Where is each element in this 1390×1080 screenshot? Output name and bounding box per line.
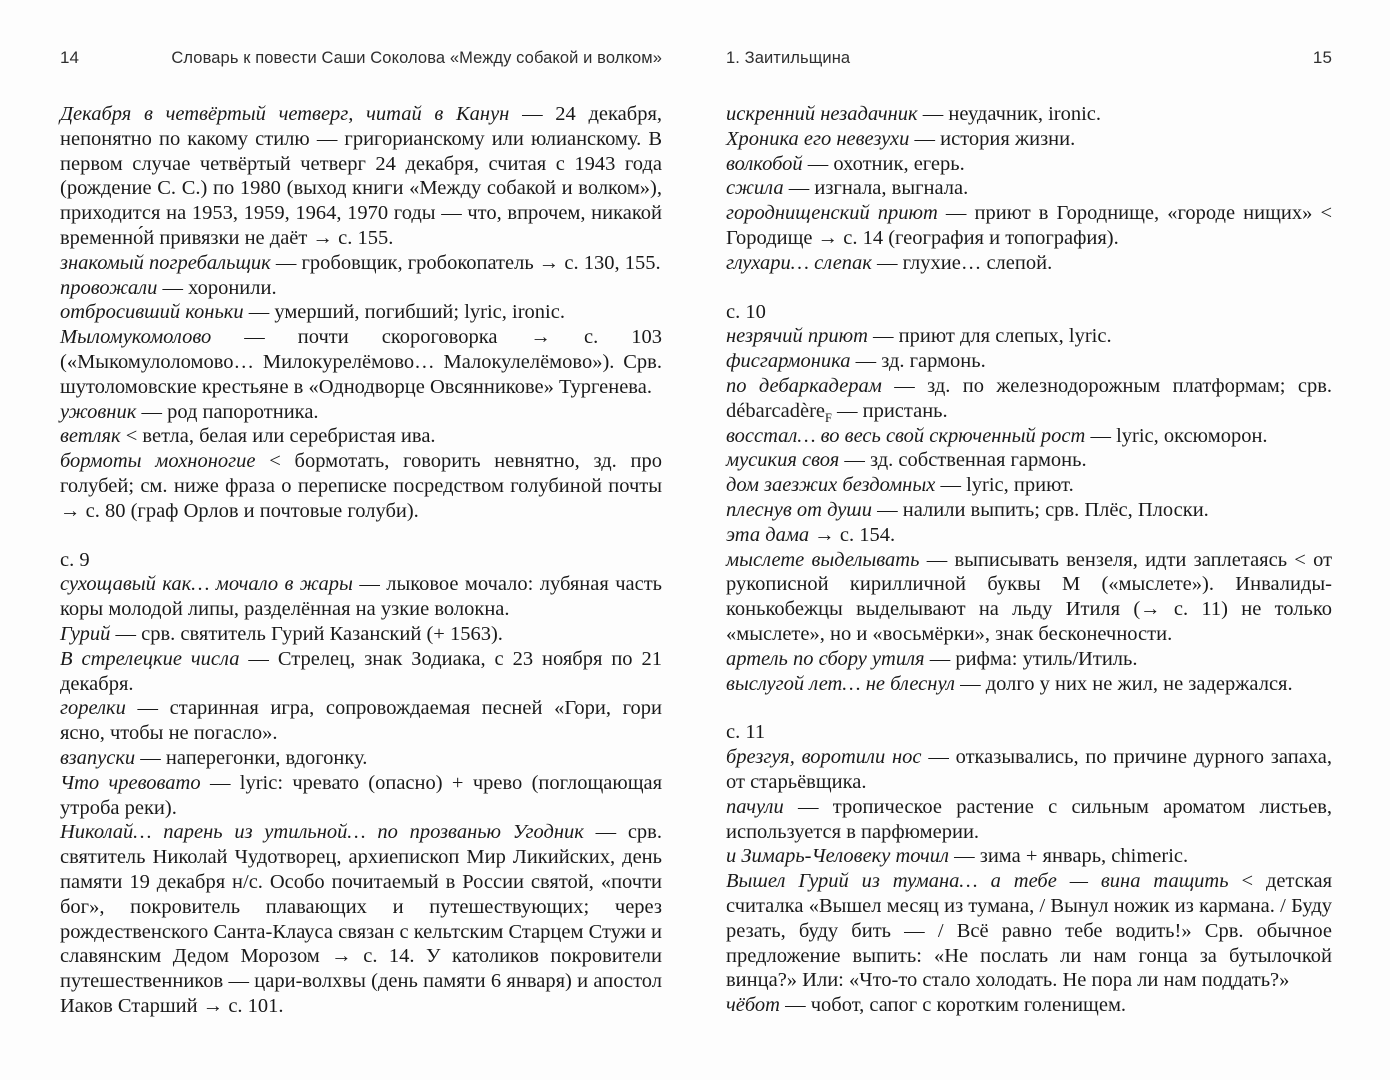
- entry-definition: — тропическое растение с сильным ароматом листьев, используется в парфюмерии.: [726, 795, 1333, 843]
- dictionary-entry: [726, 548, 1332, 647]
- entry-headword: чёбот: [726, 994, 780, 1017]
- entry-definition: — зима + январь, chimeric.: [954, 845, 1189, 868]
- entry-headword: ветляк: [60, 425, 121, 448]
- entry-definition: — хоронили.: [162, 276, 277, 299]
- entry-headword: провожали: [60, 276, 158, 299]
- dictionary-entry: [60, 572, 662, 622]
- dictionary-entry: [726, 374, 1332, 424]
- section-page-ref: с. 10: [726, 300, 766, 323]
- dictionary-entry: [726, 324, 1332, 349]
- entry-definition: — рифма: утиль/Итиль.: [929, 647, 1138, 670]
- entry-headword: Вышел Гурий из тумана… а тебе — вина тащить: [726, 870, 1229, 893]
- dictionary-entry: [726, 523, 1332, 548]
- dictionary-entry: [60, 647, 662, 697]
- running-header-right: [726, 48, 1332, 68]
- entry-headword: плеснув от души: [726, 498, 873, 521]
- entry-headword: по дебаркадерам: [726, 374, 882, 397]
- subscript-language-mark: F: [825, 410, 832, 425]
- running-title-left: Словарь к повести Саши Соколова «Между собакой и волком»: [171, 49, 662, 67]
- entry-definition: — отказывались, по причине дурного запаха, от старьёвщика.: [726, 746, 1332, 793]
- entry-definition: → с. 154.: [814, 523, 896, 546]
- dictionary-entry: [726, 251, 1332, 276]
- entry-definition: — наперегонки, вдогонку.: [140, 746, 368, 769]
- entry-definition: — почти скороговорка → с. 103 («Мыкомулоломово… Милокурелёмово… Малокулелёмово»). Срв. шутоломовские крестьяне в «Однодворце Овсянникове» Тургенева.: [60, 326, 662, 398]
- entry-definition: — lyric, оксюморон.: [1090, 424, 1268, 447]
- dictionary-entry: [726, 993, 1332, 1018]
- dictionary-entry: [60, 276, 662, 301]
- dictionary-entry: [60, 424, 662, 449]
- entry-definition: — 24 декабря, непонятно по какому стилю — григорианскому или юлианскому. В первом случае четвёртый четверг 24 декабря, считая с 1943 года (рождение С. С.) по 1980 (выход книги «Между собакой и волком»), приходится на 1953, 1959, 1964, 1970 годы — что, впрочем, никакой временно́й привязки не даёт → с. 155.: [60, 103, 663, 249]
- dictionary-entry: [60, 820, 662, 1018]
- entries-left: [60, 102, 662, 1019]
- dictionary-entry: [726, 448, 1332, 473]
- entry-headword: волкобой: [726, 152, 803, 175]
- dictionary-entry: [60, 300, 662, 325]
- entry-headword: эта дама: [726, 523, 810, 546]
- entry-headword: ужовник: [60, 400, 137, 423]
- entry-headword: Мыломукомолово: [60, 326, 212, 349]
- entry-definition: — изгнала, выгнала.: [788, 177, 969, 200]
- dictionary-entry: [726, 127, 1332, 152]
- dictionary-entry: [726, 473, 1332, 498]
- running-title-right: 1. Заитильщина: [726, 49, 851, 67]
- dictionary-entry: [726, 424, 1332, 449]
- entry-headword: мусикия своя: [726, 449, 840, 472]
- entry-definition: — lyric: чревато (опасно) + чрево (поглощающая утроба реки).: [60, 771, 663, 819]
- entry-headword: выслугой лет… не блеснул: [726, 672, 955, 695]
- dictionary-entry: [60, 696, 662, 746]
- dictionary-entry: [726, 745, 1332, 795]
- dictionary-entry: [60, 746, 662, 771]
- entry-definition: — неудачник, ironic.: [922, 103, 1102, 125]
- dictionary-entry: [60, 771, 662, 821]
- entry-headword: и Зимарь-Человеку точил: [726, 845, 949, 868]
- entry-definition: — налили выпить; срв. Плёс, Плоски.: [877, 498, 1209, 521]
- entry-definition: — Стрелец, знак Зодиака, с 23 ноября по 21 декабря.: [60, 647, 662, 695]
- entry-headword: взапуски: [60, 746, 136, 769]
- running-header-left: [60, 48, 662, 68]
- page-left: [60, 48, 662, 1019]
- dictionary-entry: [60, 622, 662, 647]
- entry-headword: бормоты мохноногие: [60, 450, 256, 473]
- entry-headword: Декабря в четвёртый четверг, читай в Канун: [60, 103, 510, 125]
- entry-definition: < детская считалка «Вышел месяц из тумана, / Вынул ножик из кармана. / Буду резать, буду бить — / Всё равно тебе водить!» Срв. обычное предложение выпить: «Не послать ли нам гонца за бутылочкой винца?» Или: «Что-то стало холодать. Не пора ли нам поддать?»: [726, 870, 1333, 992]
- entry-headword: Хроника его невезухи: [726, 127, 910, 150]
- dictionary-entry: [726, 176, 1332, 201]
- entry-definition: — род папоротника.: [141, 400, 319, 423]
- entry-definition: — приют в Городнище, «городе нищих» < Городище → с. 14 (география и топография).: [726, 202, 1333, 249]
- entry-headword: брезгуя, воротили нос: [726, 746, 922, 769]
- entry-definition: — lyric, приют.: [940, 474, 1074, 497]
- entry-definition: — старинная игра, сопровождаемая песней «Гори, гори ясно, чтобы не погасло».: [60, 697, 663, 745]
- dictionary-entry: [726, 201, 1332, 251]
- entry-headword: незрячий приют: [726, 325, 868, 348]
- entry-definition: — глухие… слепой.: [877, 251, 1053, 274]
- entry-headword: восстал… во весь свой скрюченный рост: [726, 424, 1086, 447]
- entry-headword: горелки: [60, 697, 126, 720]
- page-right: [726, 48, 1332, 1018]
- dictionary-entry: [726, 869, 1332, 993]
- entry-definition: — срв. святитель Николай Чудотворец, архиепископ Мир Ликийских, день памяти 19 декабря н/с. Особо почитаемый в России святой, «почти бог», покровитель плавающих и путешествующих; через рождественского Санта-Клауса связан с кельтским Старцем Стужи и славянским Дедом Морозом → с. 14. У католиков покровители путешественников — цари-волхвы (день памяти 6 января) и апостол Иаков Старший → с. 101.: [60, 821, 662, 1017]
- entry-definition: — история жизни.: [914, 127, 1076, 150]
- dictionary-entry: [726, 152, 1332, 177]
- dictionary-entry: [60, 325, 662, 399]
- entries-right: [726, 102, 1332, 1018]
- entry-headword: В стрелецкие числа: [60, 647, 240, 670]
- dictionary-entry: [726, 795, 1332, 845]
- entry-definition: — срв. святитель Гурий Казанский (+ 1563).: [115, 622, 503, 645]
- entry-definition: — умерший, погибший; lyric, ironic.: [248, 301, 565, 324]
- entry-definition: — зд. гармонь.: [855, 350, 986, 373]
- dictionary-entry: [726, 647, 1332, 672]
- entry-definition: — чобот, сапог с коротким голенищем.: [785, 994, 1127, 1017]
- entry-headword: сжила: [726, 177, 784, 200]
- entry-headword: мыслете выделывать: [726, 548, 920, 571]
- entry-definition: — лыковое мочало: лубяная часть коры молодой липы, разделённая на узкие волокна.: [60, 573, 663, 621]
- entry-headword: знакомый погребальщик: [60, 251, 271, 274]
- entry-headword: искренний незадачник: [726, 103, 918, 125]
- dictionary-entry: [60, 449, 662, 523]
- entry-headword: Гурий: [60, 622, 111, 645]
- page-number-right: 15: [1312, 48, 1332, 67]
- dictionary-entry: [60, 251, 662, 276]
- dictionary-entry: [60, 102, 662, 251]
- entry-definition: — выписывать вензеля, идти заплетаясь < от рукописной кирилличной буквы М («мыслете»). Инвалиды-конькобежцы выделывают на льду Итиля (→ с. 11) не только «мыслете», но и «восьмёрки», знак бесконечности.: [726, 548, 1333, 645]
- section-page-ref: с. 11: [726, 721, 766, 744]
- entry-headword: Николай… парень из утильной… по прозванью Угодник: [60, 821, 584, 844]
- entry-definition: — зд. по железнодорожным платформам; срв. débarcadère$_F$ — пристань.: [726, 374, 1333, 425]
- dictionary-entry: [726, 844, 1332, 869]
- page-number-left: 14: [60, 48, 80, 67]
- entry-definition: — долго у них не жил, не задержался.: [960, 672, 1293, 695]
- entry-definition: — зд. собственная гармонь.: [844, 449, 1087, 472]
- section-page-ref: с. 9: [60, 548, 90, 571]
- dictionary-entry: [726, 349, 1332, 374]
- entry-headword: фисгармоника: [726, 350, 851, 373]
- dictionary-entry: [726, 102, 1332, 127]
- dictionary-entry: [726, 498, 1332, 523]
- entry-headword: пачули: [726, 795, 784, 818]
- entry-headword: отбросивший коньки: [60, 301, 244, 324]
- entry-definition: < бормотать, говорить невнятно, зд. про голубей; см. ниже фраза о переписке посредством голубиной почты → с. 80 (граф Орлов и почтовые голуби).: [60, 450, 662, 522]
- entry-headword: глухари… слепак: [726, 251, 872, 274]
- entry-definition: — приют для слепых, lyric.: [873, 325, 1112, 348]
- entry-headword: городнищенский приют: [726, 202, 938, 225]
- entry-headword: артель по сбору утиля: [726, 647, 925, 670]
- dictionary-entry: [60, 400, 662, 425]
- entry-headword: Что чревовато: [60, 771, 201, 794]
- entry-definition: — гробовщик, гробокопатель → с. 130, 155.: [275, 251, 661, 274]
- entry-definition: — охотник, егерь.: [807, 152, 965, 175]
- entry-headword: дом заезжих бездомных: [726, 474, 936, 497]
- entry-definition: < ветла, белая или серебристая ива.: [125, 425, 436, 448]
- entry-headword: сухощавый как… мочало в жары: [60, 573, 353, 596]
- dictionary-entry: [726, 672, 1332, 697]
